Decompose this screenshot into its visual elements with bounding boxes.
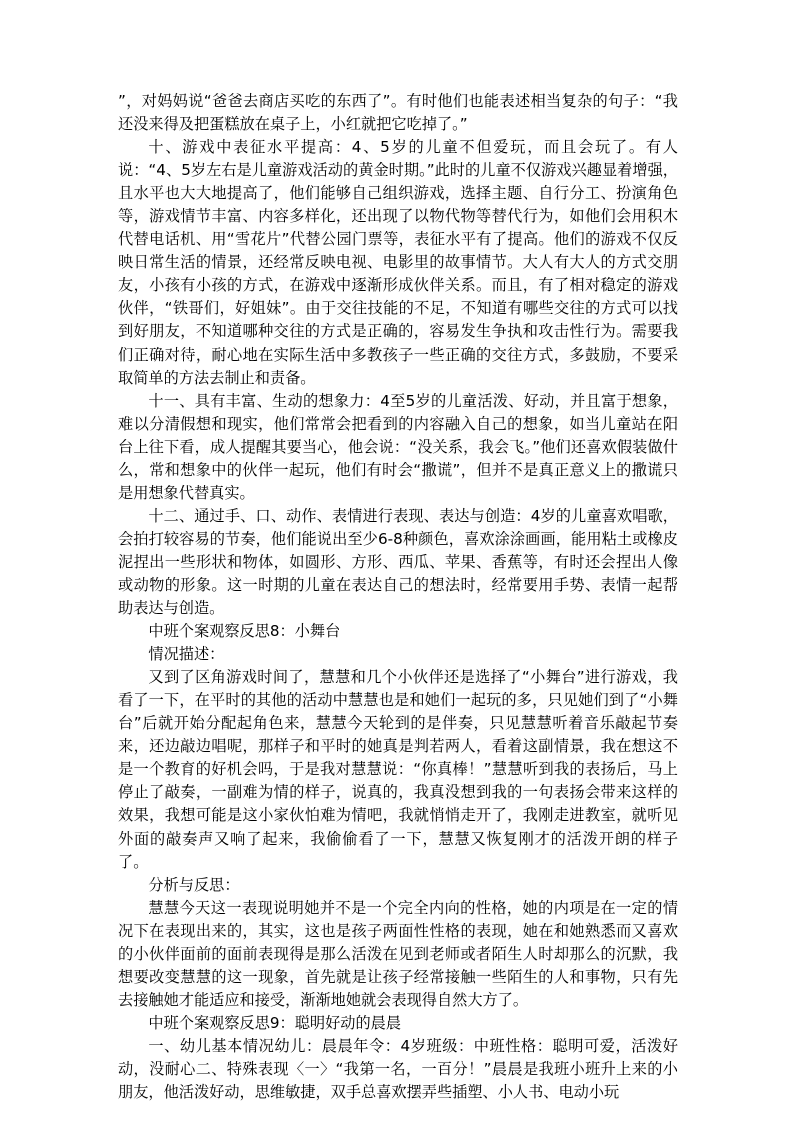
document-page (118, 90, 678, 1104)
subheading-situation: 情况描述： (148, 645, 225, 664)
paragraph-ten-play-representation: 十、游戏中表征水平提高：4、5岁的儿童不但爱玩，而且会玩了。有人说：“4、5岁左右是儿童游戏活动的黄金时期。”此时的儿童不仅游戏兴趣显着增强，且水平也大大地提高了，他们能够自己组织游戏，选择主题、自行分工、扮演角色等，游戏情节丰富、内容多样化，还出现了以物代物等替代行为，如他们会用积木代替电话机、用“雪花片”代替公园门票等，表征水平有了提高。他们的游戏不仅反映日常生活的情景，还经常反映电视、电影里的故事情节。大人有大人的方式交朋友，小孩有小孩的方式，在游戏中逐渐形成伙伴关系。而且，有了相对稳定的游戏伙伴，“铁哥们，好姐妹”。由于交往技能的不足，不知道有哪些交往的方式可以找到好朋友，不知道哪种交往的方式是正确的，容易发生争执和攻击性行为。需要我们正确对待，耐心地在实际生活中多教孩子一些正确的交往方式，多鼓励，不要采取简单的方法去制止和责备。 (118, 138, 678, 387)
paragraph-analysis: 慧慧今天这一表现说明她并不是一个完全内向的性格，她的内项是在一定的情况下在表现出来的，其实，这也是孩子两面性性格的表现，她在和她熟悉而又喜欢的小伙伴面前的面前表现得是那么活泼在见到老师或者陌生人时却那么的沉默，我想要改变慧慧的这一现象，首先就是让孩子经常接触一些陌生的人和事物，只有先去接触她才能适应和接受，渐渐地她就会表现得自然大方了。 (118, 898, 678, 1009)
section-heading-case-8: 中班个案观察反思8：小舞台 (148, 622, 341, 641)
paragraph-eleven-imagination: 十一、具有丰富、生动的想象力：4至5岁的儿童活泼、好动，并且富于想象，难以分清假想和现实，他们常常会把看到的内容融入自己的想象，如当儿童站在阳台上往下看，成人提醒其要当心，他会说：“没关系，我会飞。”他们还喜欢假装做什么，常和想象中的伙伴一起玩，他们有时会“撒谎”，但并不是真正意义上的撒谎只是用想象代替真实。 (118, 391, 678, 502)
paragraph-case-9: 一、幼儿基本情况幼儿：晨晨年令：4岁班级：中班性格：聪明可爱，活泼好动，没耐心二、特殊表现〈一〉“我第一名，一百分！”晨晨是我班小班升上来的小朋友，他活泼好动，思维敏捷，双手总喜欢摆弄些插塑、小人书、电动小玩 (118, 1036, 678, 1102)
paragraph-continuation: ”，对妈妈说“爸爸去商店买吃的东西了”。有时他们也能表述相当复杂的句子：“我还没来得及把蛋糕放在桌子上，小红就把它吃掉了。” (118, 92, 678, 134)
section-heading-case-9: 中班个案观察反思9：聪明好动的晨晨 (148, 1013, 402, 1032)
subheading-analysis: 分析与反思： (148, 875, 240, 894)
paragraph-situation: 又到了区角游戏时间了，慧慧和几个小伙伴还是选择了“小舞台”进行游戏，我看了一下，在平时的其他的活动中慧慧也是和她们一起玩的多，只见她们到了“小舞台”后就开始分配起角色来，慧慧今天轮到的是伴奏，只见慧慧听着音乐敲起节奏来，还边敲边唱呢，那样子和平时的她真是判若两人，看着这副情景，我在想这不是一个教育的好机会吗，于是我对慧慧说：“你真棒！”慧慧听到我的表扬后，马上停止了敲奏，一副难为情的样子，说真的，我真没想到我的一句表扬会带来这样的效果，我想可能是这小家伙怕难为情吧，我就悄悄走开了，我刚走进教室，就听见外面的敲奏声又响了起来，我偷偷看了一下，慧慧又恢复刚才的活泼开朗的样子了。 (118, 668, 678, 871)
paragraph-twelve-expression: 十二、通过手、口、动作、表情进行表现、表达与创造：4岁的儿童喜欢唱歌，会拍打较容易的节奏，他们能说出至少6-8种颜色，喜欢涂涂画画，能用粘土或橡皮泥捏出一些形状和物体，如圆形、方形、西瓜、苹果、香蕉等，有时还会捏出人像或动物的形象。这一时期的儿童在表达自己的想法时，经常要用手势、表情一起帮助表达与创造。 (118, 506, 678, 618)
